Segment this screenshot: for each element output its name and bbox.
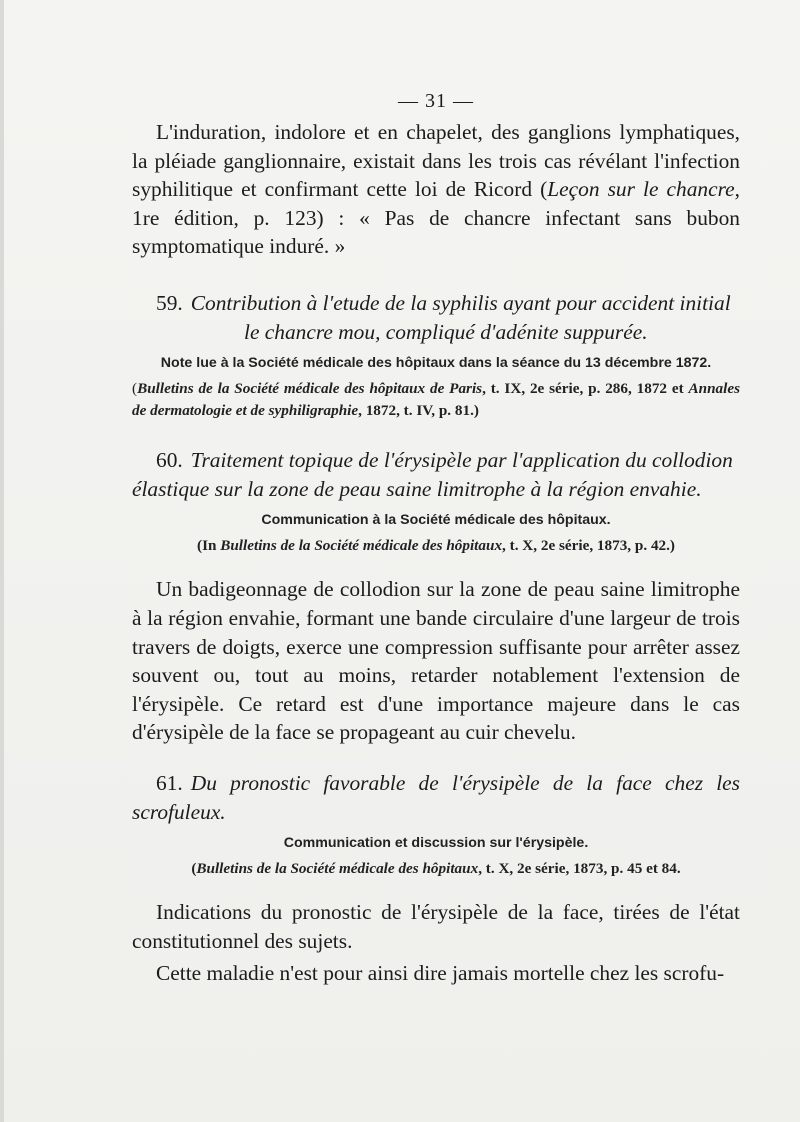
entry-reference — [132, 858, 740, 880]
ref-end: , t. X, 2e série, 1873, p. 45 et 84. — [478, 860, 681, 878]
entry-number: 60. — [156, 448, 183, 473]
entry-note: Communication et discussion sur l'érysipèle. — [283, 835, 589, 852]
entry-title-line2: le chancre mou, compliqué d'adénite suppurée. — [244, 319, 648, 344]
ref-journal-2: Annales de dermatologie et de syphiligraphie — [132, 380, 741, 420]
entry-reference — [132, 378, 740, 422]
intro-paragraph — [132, 118, 740, 261]
entry-reference — [132, 535, 740, 557]
page-edge — [0, 0, 4, 1122]
intro-tail: , 1re édition, p. 123) : « Pas de chancre infectant sans bubon symptomatique induré. » — [132, 177, 740, 259]
entry-body: Un badigeonnage de collodion sur la zone de peau saine limitrophe à la région envahie, formant une bande circulaire d'une largeur de trois travers de doigts, exerce une compression suffisante pour arrêter assez souvent ou, tout au moins, retarder notablement l'extension de l'érysipèle. Ce retard est d'une importance majeure dans le cas d'érysipèle de la face se propageant au cuir chevelu. — [132, 577, 740, 745]
ref-journal-1: Bulletins de la Société médicale des hôpitaux — [220, 537, 503, 555]
text-column — [132, 86, 740, 988]
entry-title — [132, 446, 740, 503]
entry-title — [132, 289, 740, 346]
ref-end: , t. X, 2e série, 1873, p. 42.) — [502, 537, 675, 555]
entry-note: Note lue à la Société médicale des hôpitaux dans la séance du 13 décembre 1872. — [160, 355, 712, 372]
entry-note: Communication à la Société médicale des hôpitaux. — [261, 512, 611, 529]
entry-61 — [132, 769, 740, 988]
entry-59 — [132, 289, 740, 422]
entry-title-line1: Contribution à l'etude de la syphilis ayant pour accident initial — [190, 290, 731, 315]
entry-number: 61. — [156, 770, 183, 795]
page-number: — 31 — — [398, 90, 474, 112]
ref-journal-1: Bulletins de la Société médicale des hôpitaux — [196, 860, 479, 878]
entry-body-1: Indications du pronostic de l'érysipèle de la face, tirées de l'état constitutionnel des sujets. — [132, 900, 740, 953]
entry-body-2: Cette maladie n'est pour ainsi dire jamais mortelle chez les scrofu- — [156, 961, 725, 986]
entry-title — [132, 769, 740, 826]
entry-title-line1: Traitement topique de l'érysipèle par l'application du collodion — [190, 448, 733, 473]
entry-60 — [132, 446, 740, 747]
ref-open: ( — [132, 380, 138, 398]
intro-italic: Leçon sur le chancre — [547, 177, 735, 202]
entry-title-line2: élastique sur la zone de peau saine limitrophe à la région envahie. — [132, 476, 702, 501]
intro-text: L'induration, indolore et en chapelet, des ganglions lymphatiques, la pléiade ganglionnaire, existait dans les trois cas révélant l'infection syphilitique et confirmant cette loi de Ricord ( — [132, 120, 740, 202]
ref-journal-1: Bulletins de la Société médicale des hôpitaux de Paris — [137, 380, 483, 398]
ref-end: , 1872, t. IV, p. 81.) — [358, 402, 479, 420]
entry-number: 59. — [156, 290, 183, 315]
entry-title-line1: Du pronostic favorable de l'érysipèle de la face chez les scrofuleux. — [132, 770, 740, 824]
ref-open: (In — [197, 537, 221, 555]
ref-mid: , t. IX, 2e série, p. 286, 1872 et — [482, 380, 689, 398]
ref-open: ( — [191, 860, 197, 878]
